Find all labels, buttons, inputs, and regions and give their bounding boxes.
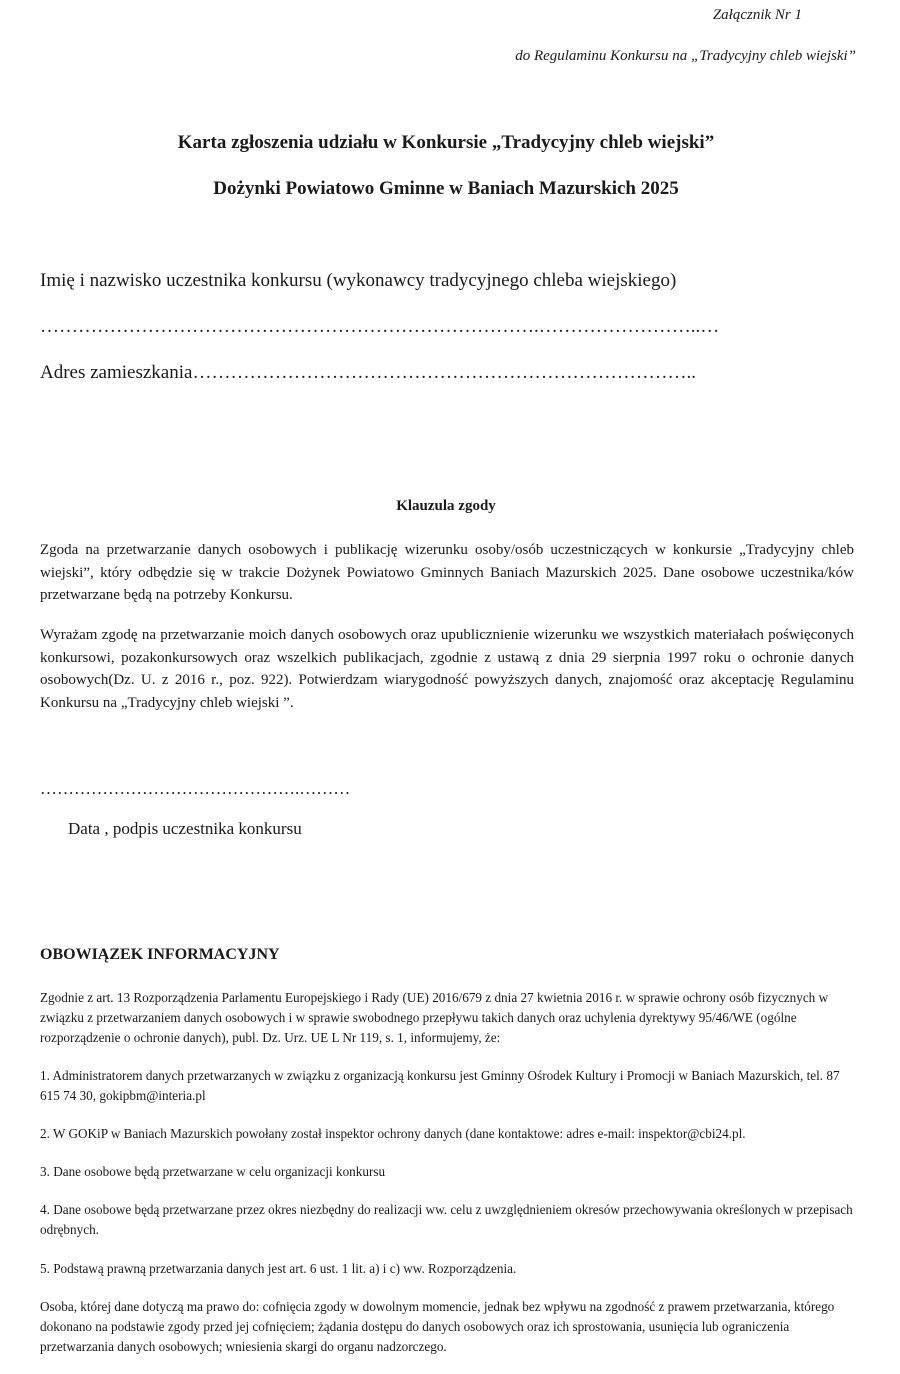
information-item-1: 1. Administratorem danych przetwarzanych w związku z organizacją konkursu jest Gminny Ośrodek Kultury i Promocji w Baniach Mazurskich, tel. 87 615 74 30, gokipbm@interia.pl — [40, 1068, 840, 1103]
signature-field[interactable]: ……………………………………….……… — [40, 779, 351, 798]
information-intro: Zgodnie z art. 13 Rozporządzenia Parlamentu Europejskiego i Rady (UE) 2016/679 z dnia 27 kwietnia 2016 r. w sprawie ochrony osób fizycznych w związku z przetwarzaniem danych osobowych i w sprawie swobodnego przepływu takich danych oraz uchylenia dyrektywy 95/46/WE (ogólne rozporządzenie o ochronie danych), publ. Dz. Urz. UE L Nr 119, s. 1, informujemy, że: — [40, 990, 829, 1045]
annex-reference: do Regulaminu Konkursu na „Tradycyjny chleb wiejski” — [515, 48, 856, 64]
participant-name-field[interactable]: …………………………………………………………………….……………………..… — [40, 316, 720, 337]
consent-clause-title: Klauzula zgody — [396, 498, 496, 514]
address-field[interactable]: Adres zamieszkania…………………………………………………………………….. — [40, 362, 696, 383]
consent-paragraph-2: Wyrażam zgodę na przetwarzanie moich danych osobowych oraz upublicznienie wizerunku we wszystkich materiałach poświęconych konkursowi, pozakonkursowych oraz wszelkich publikacjach, zgodnie z ustawą z dnia 29 sierpnia 1997 roku o ochronie danych osobowych(Dz. U. z 2016 r., poz. 922). Potwierdzam wiarygodność powyższych danych, znajomość oraz akceptację Regulaminu Konkursu na „Tradycyjny chleb wiejski ”. — [40, 627, 854, 711]
information-item-4: 4. Dane osobowe będą przetwarzane przez okres niezbędny do realizacji ww. celu z uwzględnieniem okresów przechowywania określonych w przepisach odrębnych. — [40, 1202, 853, 1237]
participant-name-label: Imię i nazwisko uczestnika konkursu (wykonawcy tradycyjnego chleba wiejskiego) — [40, 270, 677, 291]
information-obligation-heading: OBOWIĄZEK INFORMACYJNY — [40, 946, 280, 963]
information-item-2: 2. W GOKiP w Baniach Mazurskich powołany został inspektor ochrony danych (dane kontaktowe: adres e-mail: inspektor@cbi24.pl. — [40, 1126, 746, 1141]
annex-number: Załącznik Nr 1 — [712, 7, 802, 23]
signature-label: Data , podpis uczestnika konkursu — [68, 819, 302, 838]
information-item-3: 3. Dane osobowe będą przetwarzane w celu organizacji konkursu — [40, 1164, 386, 1179]
form-title: Karta zgłoszenia udziału w Konkursie „Tradycyjny chleb wiejski” — [177, 132, 715, 153]
information-item-5: 5. Podstawą prawną przetwarzania danych jest art. 6 ust. 1 lit. a) i c) ww. Rozporządzenia. — [40, 1261, 517, 1276]
consent-paragraph-1: Zgoda na przetwarzanie danych osobowych i publikację wizerunku osoby/osób uczestniczących w konkursie „Tradycyjny chleb wiejski”, który odbędzie się w trakcie Dożynek Powiatowo Gminnych Baniach Mazurskich 2025. Dane osobowe uczestnika/ków przetwarzane będą na potrzeby Konkursu. — [40, 542, 854, 603]
event-title: Dożynki Powiatowo Gminne w Baniach Mazurskich 2025 — [213, 178, 679, 199]
information-rights: Osoba, której dane dotyczą ma prawo do: cofnięcia zgody w dowolnym momencie, jednak bez wpływu na zgodność z prawem przetwarzania, którego dokonano na podstawie zgody przed jej cofnięciem; żądania dostępu do danych osobowych oraz ich sprostowania, usunięcia lub ograniczenia przetwarzania danych osobowych; wniesienia skargi do organu nadzorczego. — [40, 1299, 835, 1354]
